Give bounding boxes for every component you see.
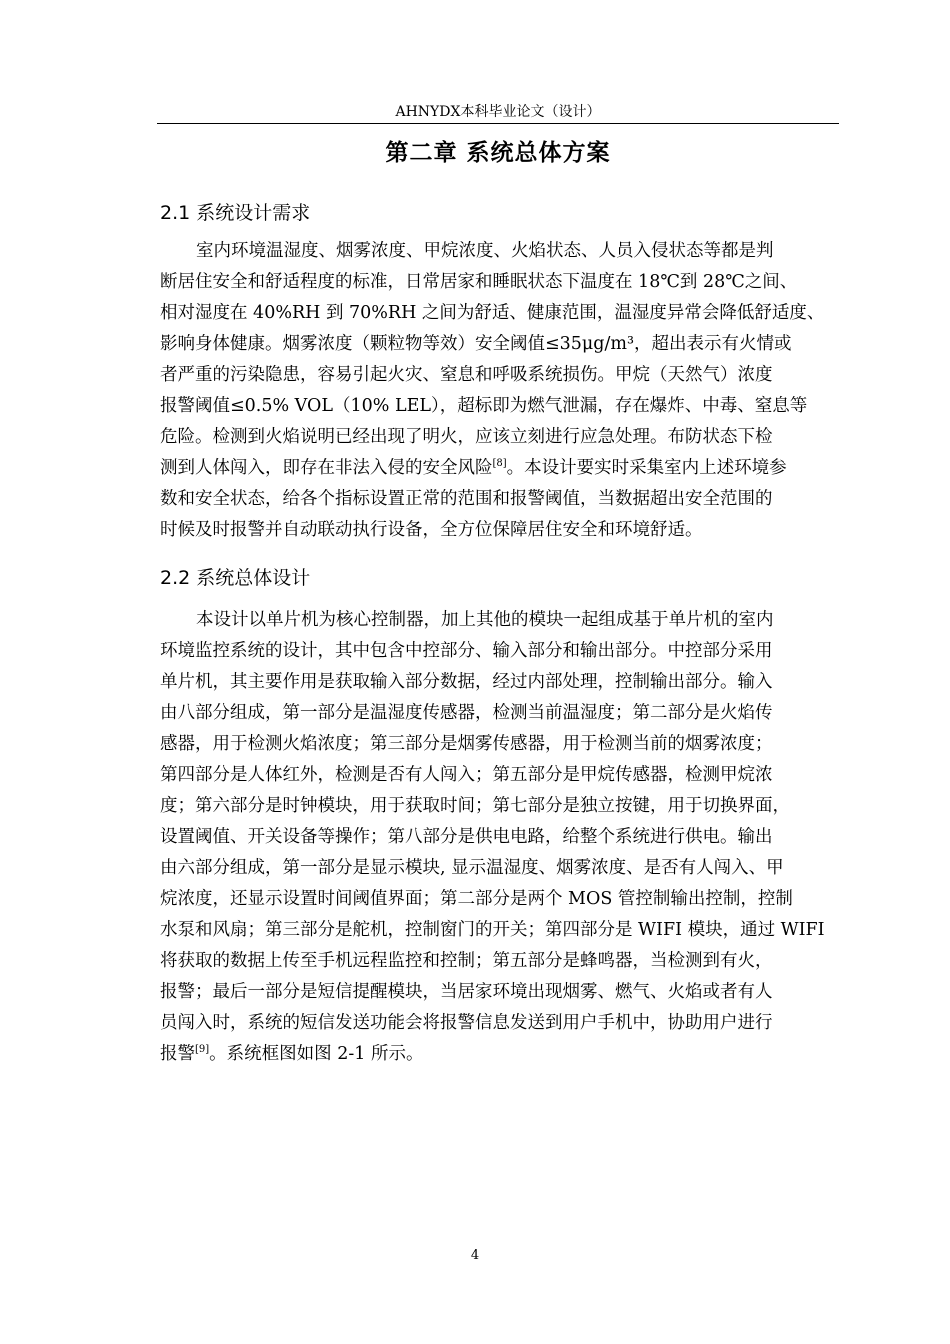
paragraph-line: 相对湿度在 40%RH 到 70%RH 之间为舒适、健康范围，温湿度异常会降低舒适度、 (160, 303, 825, 323)
paragraph-line: 设置阈值、开关设备等操作；第八部分是供电电路，给整个系统进行供电。输出 (160, 827, 773, 847)
paragraph-line: 员闯入时，系统的短信发送功能会将报警信息发送到用户手机中，协助用户进行 (160, 1013, 773, 1033)
line-text: 。本设计要实时采集室内上述环境参 (506, 458, 787, 478)
paragraph-line: 水泵和风扇；第三部分是舵机，控制窗门的开关；第四部分是 WIFI 模块，通过 WIFI (160, 920, 825, 940)
chapter-title: 第二章 系统总体方案 (385, 140, 611, 166)
header-rule (157, 123, 839, 124)
paragraph-line: 本设计以单片机为核心控制器，加上其他的模块一起组成基于单片机的室内 (196, 610, 774, 630)
section-2-2-paragraph (160, 605, 840, 1070)
paragraph-line: 由六部分组成，第一部分是显示模块, 显示温湿度、烟雾浓度、是否有人闯入、甲 (160, 858, 784, 878)
paragraph-line: 数和安全状态，给各个指标设置正常的范围和报警阈值，当数据超出安全范围的 (160, 489, 773, 509)
section-title-2-2: 2.2 系统总体设计 (160, 567, 311, 589)
paragraph-line: 烷浓度，还显示设置时间阈值界面；第二部分是两个 MOS 管控制输出控制，控制 (160, 889, 793, 909)
paragraph-line: 度；第六部分是时钟模块，用于获取时间；第七部分是独立按键，用于切换界面， (160, 796, 790, 816)
citation-ref-8: [8] (492, 458, 507, 469)
paragraph-line: 报警；最后一部分是短信提醒模块，当居家环境出现烟雾、燃气、火焰或者有人 (160, 982, 773, 1002)
paragraph-line: 者严重的污染隐患，容易引起火灾、窒息和呼吸系统损伤。甲烷（天然气）浓度 (160, 365, 773, 385)
paragraph-line: 时候及时报警并自动联动执行设备，全方位保障居住安全和环境舒适。 (160, 520, 703, 540)
paragraph-line: 报警阈值≤0.5% VOL（10% LEL），超标即为燃气泄漏，存在爆炸、中毒、窒息等 (160, 396, 808, 416)
running-header: AHNYDX本科毕业论文（设计） (395, 104, 601, 120)
line-text: 。系统框图如图 2-1 所示。 (209, 1044, 424, 1064)
paragraph-line: 危险。检测到火焰说明已经出现了明火，应该立刻进行应急处理。布防状态下检 (160, 427, 773, 447)
section-2-1-paragraph (160, 236, 840, 546)
citation-ref-9: [9] (195, 1044, 210, 1055)
paragraph-line: 影响身体健康。烟雾浓度（颗粒物等效）安全阈值≤35μg/m³，超出表示有火情或 (160, 334, 792, 354)
line-text: 测到人体闯入，即存在非法入侵的安全风险 (160, 458, 493, 478)
paragraph-line: 由八部分组成，第一部分是温湿度传感器，检测当前温湿度；第二部分是火焰传 (160, 703, 773, 723)
section-title-2-1: 2.1 系统设计需求 (160, 202, 311, 224)
paragraph-line: 室内环境温湿度、烟雾浓度、甲烷浓度、火焰状态、人员入侵状态等都是判 (196, 241, 774, 261)
paragraph-line: 第四部分是人体红外，检测是否有人闯入；第五部分是甲烷传感器，检测甲烷浓 (160, 765, 773, 785)
paragraph-line: 环境监控系统的设计，其中包含中控部分、输入部分和输出部分。中控部分采用 (160, 641, 773, 661)
paragraph-line: 断居住安全和舒适程度的标准，日常居家和睡眠状态下温度在 18℃到 28℃之间、 (160, 272, 798, 292)
paragraph-line: 将获取的数据上传至手机远程监控和控制；第五部分是蜂鸣器，当检测到有火， (160, 951, 773, 971)
paragraph-line (160, 1039, 840, 1070)
paragraph-line: 单片机，其主要作用是获取输入部分数据，经过内部处理，控制输出部分。输入 (160, 672, 773, 692)
page-number: 4 (470, 1248, 480, 1263)
line-text: 报警 (160, 1044, 195, 1064)
paragraph-line (160, 453, 840, 484)
paragraph-line: 感器，用于检测火焰浓度；第三部分是烟雾传感器，用于检测当前的烟雾浓度； (160, 734, 773, 754)
